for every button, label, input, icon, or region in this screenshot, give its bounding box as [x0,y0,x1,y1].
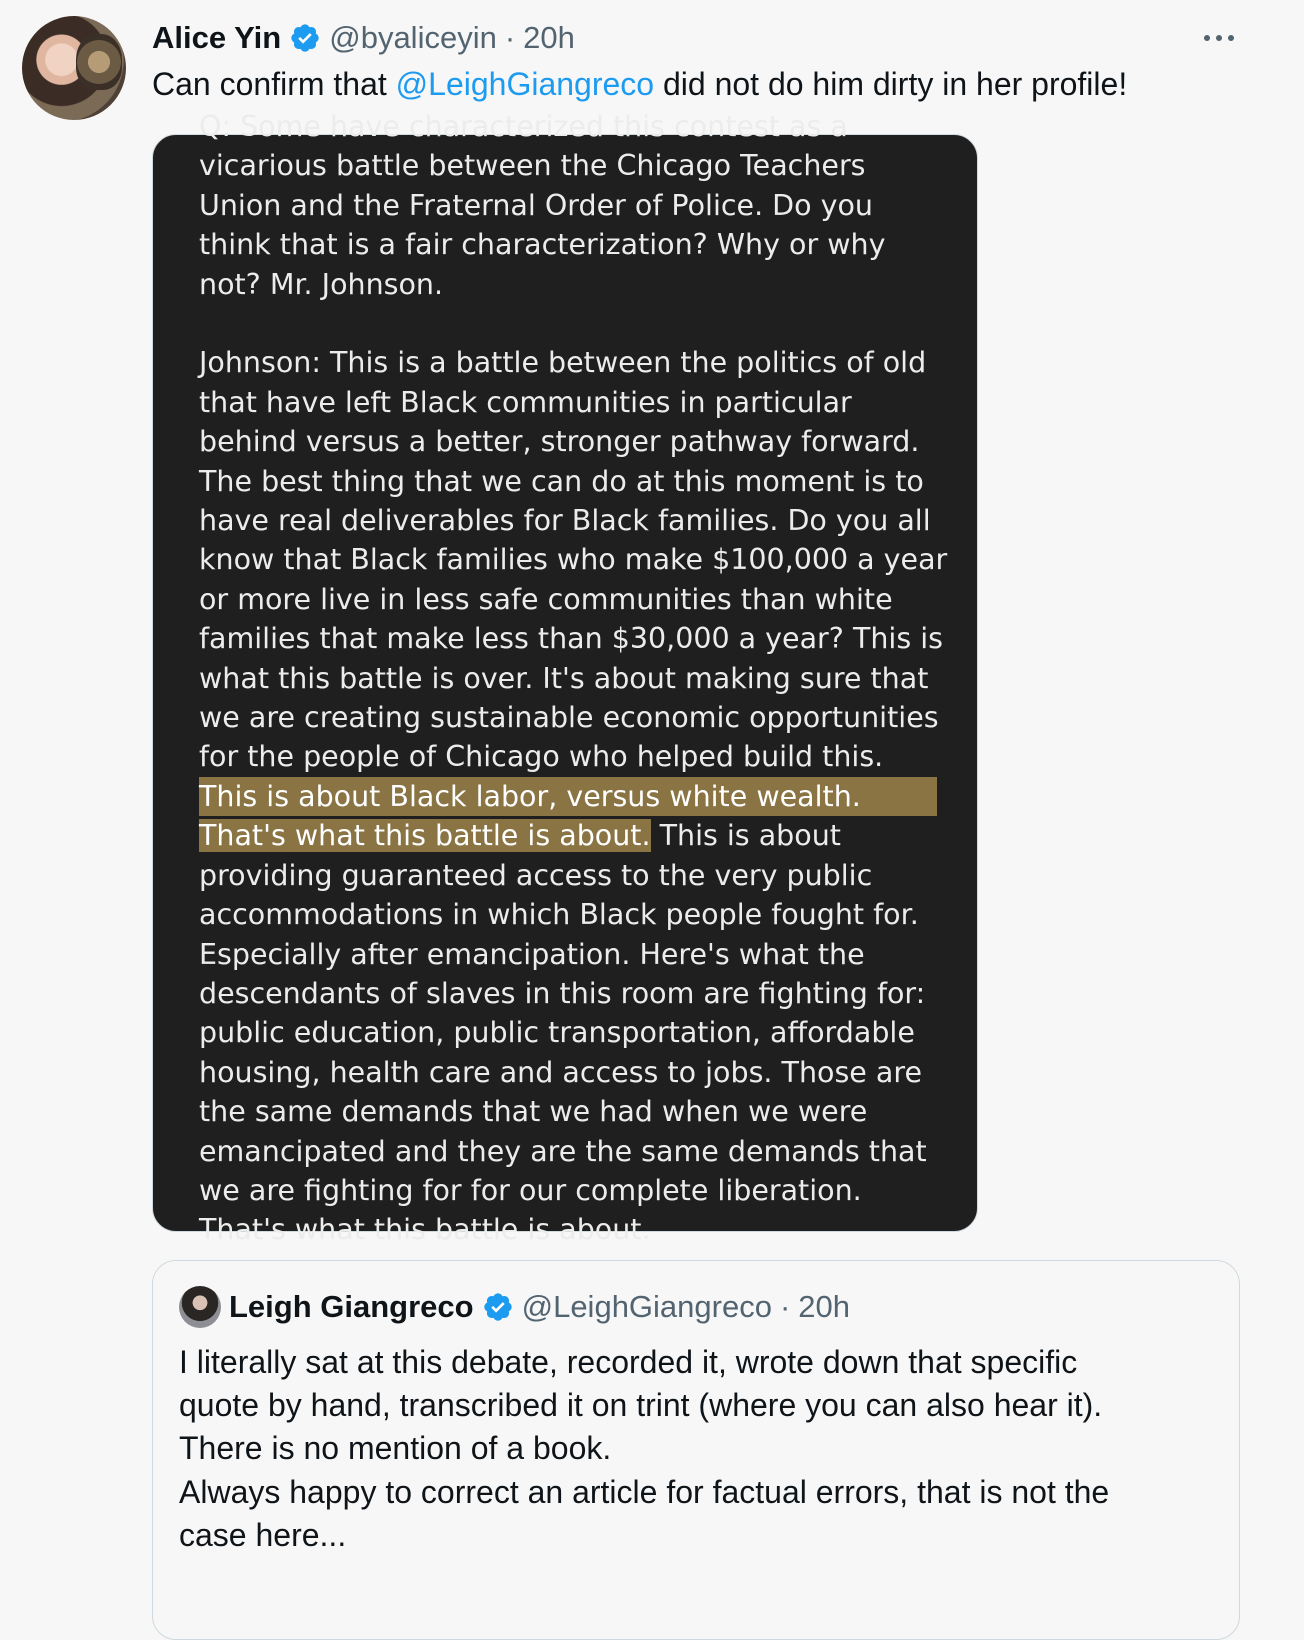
answer-line: providing guaranteed access to the very public [199,858,873,892]
answer-line: what this battle is over. It's about making sure that [199,661,929,695]
highlighted-line [199,816,959,855]
verified-badge-icon [289,22,321,54]
answer-line: that have left Black communities in particular [199,385,852,419]
question-line: Union and the Fraternal Order of Police. Do you [199,188,873,222]
tweet-text-before: Can confirm that [152,66,396,102]
answer-line: we are fighting for for our complete liberation. [199,1173,862,1207]
answer-line: The best thing that we can do at this moment is to [199,464,924,498]
question-line: think that is a fair characterization? Why or why [199,228,886,262]
ellipsis-icon [1228,35,1234,41]
answer-line: emancipated and they are the same demands that [199,1134,927,1168]
answer-line: for the people of Chicago who helped build this. [199,740,884,774]
question-line: vicarious battle between the Chicago Teachers [199,149,866,183]
answer-line: families that make less than $30,000 a year? This is [199,622,944,656]
quoted-tweet-header [179,1287,850,1327]
quoted-author-name: Leigh Giangreco [229,1289,474,1324]
tweet-text-after: did not do him dirty in her profile! [654,66,1128,102]
ellipsis-icon [1204,35,1210,41]
quoted-tweet-text [179,1341,1219,1557]
highlight-text: This is about Black labor, versus white wealth. [199,777,937,816]
screenshot-text [199,107,959,1250]
tweet-text [152,64,1127,104]
question-line: Q: Some have characterized this contest as a [199,110,848,143]
separator-dot: · [504,20,516,55]
tweet-timestamp[interactable]: 20h [523,20,575,55]
answer-line: housing, health care and access to jobs. Those are [199,1055,922,1089]
answer-line: the same demands that we had when we were [199,1095,868,1129]
answer-line: have real deliverables for Black families. Do you all [199,504,931,538]
answer-line: accommodations in which Black people fought for. [199,898,919,932]
quoted-author-handle: @LeighGiangreco [521,1289,772,1324]
answer-line: Especially after emancipation. Here's what the [199,937,865,971]
quoted-text-line: quote by hand, transcribed it on trint (where you can also hear it). [179,1387,1103,1424]
answer-line: or more live in less safe communities than white [199,582,893,616]
highlighted-line [199,777,959,816]
answer-text: This is about [650,819,841,853]
quoted-text-line: case here... [179,1516,347,1553]
quoted-tweet[interactable] [152,1260,1240,1640]
question-line: not? Mr. Johnson. [199,267,444,301]
tweet-media-image[interactable] [152,110,978,1247]
cat-in-avatar [76,34,122,90]
more-options-button[interactable] [1200,30,1238,46]
answer-line: behind versus a better, stronger pathway forward. [199,425,920,459]
ellipsis-icon [1216,35,1222,41]
separator-dot: · [779,1289,791,1324]
answer-line: we are creating sustainable economic opportunities [199,701,939,735]
quoted-text-line: I literally sat at this debate, recorded it, wrote down that specific [179,1344,1078,1380]
answer-line: public education, public transportation, affordable [199,1016,915,1050]
tweet-header [152,18,575,58]
quoted-tweet-timestamp: 20h [798,1289,851,1324]
answer-line: Johnson: This is a battle between the politics of old [199,346,927,380]
quoted-author-avatar [179,1286,221,1328]
mention-link[interactable]: @LeighGiangreco [395,66,655,102]
answer-line: descendants of slaves in this room are fighting for: [199,976,926,1010]
answer-line: know that Black families who make $100,000 a year [199,543,948,577]
quoted-text-line: There is no mention of a book. [179,1430,612,1467]
verified-badge-icon [482,1291,514,1323]
highlight-text: That's what this battle is about. [199,819,651,853]
tweet-avatar[interactable] [22,16,126,120]
author-handle[interactable]: @byaliceyin [329,20,497,55]
quoted-text-line: Always happy to correct an article for factual errors, that is not the [179,1473,1110,1510]
author-name[interactable]: Alice Yin [152,20,282,55]
answer-line: That's what this battle is about. [199,1213,651,1247]
